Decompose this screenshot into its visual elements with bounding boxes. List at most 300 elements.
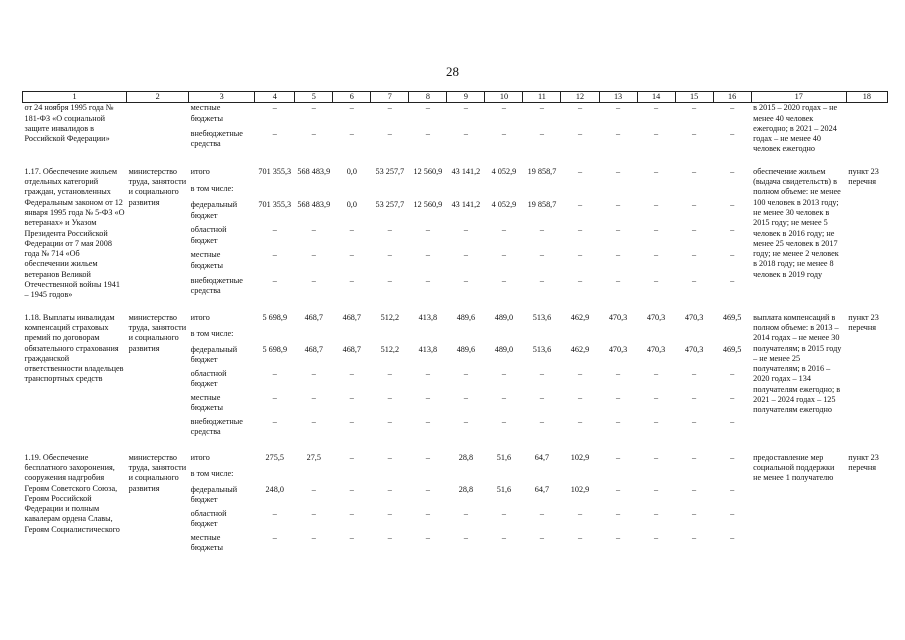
amount-cell: – xyxy=(615,416,621,426)
header-col-1: 1 xyxy=(23,92,127,103)
funding-source: в том числе: xyxy=(190,468,234,478)
table-row xyxy=(23,167,888,184)
amount-cell: – xyxy=(730,532,735,542)
amount-cell xyxy=(447,184,485,201)
amount-cell: 248,0 xyxy=(265,484,284,494)
amount-cell: – xyxy=(501,416,506,426)
amount-cell: – xyxy=(349,484,354,494)
amount-cell: – xyxy=(349,128,354,138)
program-table xyxy=(22,91,888,557)
amount-cell: 28,8 xyxy=(458,452,474,462)
amount-cell: – xyxy=(463,250,468,260)
amount-cell: 462,9 xyxy=(570,312,590,322)
amount-cell: 43 141,2 xyxy=(451,200,481,210)
funding-source: итого xyxy=(190,452,210,462)
amount-cell: 470,3 xyxy=(684,312,704,322)
amount-cell: 0,0 xyxy=(346,166,357,176)
amount-cell xyxy=(713,329,751,345)
amount-cell: – xyxy=(577,368,583,378)
funding-source: федеральный бюджет xyxy=(190,484,238,504)
amount-cell: – xyxy=(425,103,430,113)
executor xyxy=(127,103,189,155)
section-spacer xyxy=(23,155,888,167)
amount-cell: – xyxy=(311,250,316,260)
amount-cell xyxy=(447,329,485,345)
amount-cell: 413,8 xyxy=(418,312,438,322)
amount-cell xyxy=(255,469,295,485)
amount-cell: – xyxy=(387,452,392,462)
amount-cell: – xyxy=(387,532,392,542)
amount-cell: 19 858,7 xyxy=(527,166,557,176)
amount-cell xyxy=(485,329,523,345)
header-col-5: 5 xyxy=(295,92,333,103)
amount-cell: – xyxy=(501,225,506,235)
amount-cell: – xyxy=(311,392,316,402)
amount-cell: – xyxy=(539,368,545,378)
header-col-13: 13 xyxy=(599,92,637,103)
amount-cell xyxy=(485,469,523,485)
amount-cell: 462,9 xyxy=(570,344,590,354)
amount-cell: – xyxy=(539,275,545,285)
amount-cell xyxy=(561,184,599,201)
page-number: 28 xyxy=(446,64,459,79)
amount-cell: 512,2 xyxy=(380,344,400,354)
amount-cell: 53 257,7 xyxy=(375,166,405,176)
amount-cell: – xyxy=(349,225,354,235)
amount-cell: – xyxy=(539,103,545,113)
table-row xyxy=(23,453,888,469)
expected-results: выплата компенсаций в полном объеме: в 2013 – 2014 годах – не менее 30 получателям; в 2015 году – не менее 25 получателям; в 2016 – 2020 годах – 134 получателям ежегодно; в 2021 – 2024 годах – 125 получателям ежегодно xyxy=(753,312,842,415)
amount-cell: 27,5 xyxy=(306,452,321,462)
header-col-4: 4 xyxy=(255,92,295,103)
header-col-3: 3 xyxy=(189,92,255,103)
amount-cell: – xyxy=(615,128,621,138)
amount-cell: – xyxy=(463,225,468,235)
amount-cell: – xyxy=(272,508,277,518)
amount-cell: – xyxy=(539,416,545,426)
amount-cell: – xyxy=(730,508,735,518)
amount-cell: – xyxy=(692,392,697,402)
amount-cell: – xyxy=(311,416,316,426)
amount-cell: – xyxy=(615,225,621,235)
amount-cell: – xyxy=(577,416,583,426)
amount-cell: – xyxy=(501,250,506,260)
amount-cell: – xyxy=(730,103,735,113)
section-spacer xyxy=(23,441,888,453)
amount-cell: – xyxy=(311,532,316,542)
funding-source: итого xyxy=(190,166,210,176)
amount-cell: – xyxy=(730,250,735,260)
funding-source: областной бюджет xyxy=(190,225,227,245)
amount-cell: 64,7 xyxy=(534,484,550,494)
amount-cell: 489,6 xyxy=(456,312,476,322)
amount-cell: 4 052,9 xyxy=(491,166,517,176)
amount-cell: – xyxy=(654,508,659,518)
amount-cell: – xyxy=(730,225,735,235)
funding-source: в том числе: xyxy=(190,328,234,338)
amount-cell: – xyxy=(425,225,430,235)
amount-cell: 513,6 xyxy=(532,312,552,322)
amount-cell: – xyxy=(539,392,545,402)
amount-cell: – xyxy=(272,103,277,113)
amount-cell xyxy=(637,329,675,345)
amount-cell xyxy=(295,184,333,201)
amount-cell xyxy=(523,469,561,485)
funding-source: внебюджетные средства xyxy=(190,416,243,436)
amount-cell: 470,3 xyxy=(646,312,666,322)
amount-cell: 470,3 xyxy=(608,344,628,354)
amount-cell: – xyxy=(615,368,621,378)
amount-cell: – xyxy=(463,392,468,402)
amount-cell: – xyxy=(730,392,735,402)
amount-cell: – xyxy=(463,416,468,426)
amount-cell: – xyxy=(730,200,735,210)
amount-cell xyxy=(295,329,333,345)
amount-cell: – xyxy=(501,532,506,542)
amount-cell: – xyxy=(730,416,735,426)
amount-cell: – xyxy=(501,103,506,113)
amount-cell: – xyxy=(387,508,392,518)
amount-cell: – xyxy=(692,452,697,462)
amount-cell: – xyxy=(349,532,354,542)
measure-title: от 24 ноября 1995 года № 181-ФЗ «О социальной защите инвалидов в Российской Федерации» xyxy=(24,103,114,144)
header-col-17: 17 xyxy=(751,92,846,103)
amount-cell: – xyxy=(463,275,468,285)
amount-cell: 53 257,7 xyxy=(375,200,405,210)
amount-cell: 5 698,9 xyxy=(262,312,288,322)
amount-cell: 28,8 xyxy=(458,484,474,494)
amount-cell: – xyxy=(387,368,392,378)
amount-cell: 568 483,9 xyxy=(297,200,331,210)
amount-cell: – xyxy=(654,275,659,285)
amount-cell: – xyxy=(654,128,659,138)
amount-cell: – xyxy=(577,225,583,235)
funding-source: местные бюджеты xyxy=(190,532,223,552)
amount-cell: – xyxy=(349,103,354,113)
amount-cell: – xyxy=(615,166,621,176)
measure-title: 1.17. Обеспечение жильем отдельных категорий граждан, установленных Федеральным законом от 12 января 1995 года № 5-ФЗ «О ветеранах» и Указом Президента Российской Федерации от 7 мая 2008 года № 714 «Об обеспечении жильем ветеранов Великой Отечественной войны 1941 – 1945 годов» xyxy=(24,166,125,300)
header-col-9: 9 xyxy=(447,92,485,103)
header-col-10: 10 xyxy=(485,92,523,103)
amount-cell xyxy=(333,329,371,345)
amount-cell: 470,3 xyxy=(646,344,666,354)
amount-cell xyxy=(371,469,409,485)
header-col-16: 16 xyxy=(713,92,751,103)
amount-cell: – xyxy=(539,250,545,260)
funding-source: местные бюджеты xyxy=(190,250,223,270)
amount-cell: – xyxy=(654,416,659,426)
amount-cell: – xyxy=(425,484,430,494)
amount-cell: – xyxy=(272,128,277,138)
header-col-15: 15 xyxy=(675,92,713,103)
amount-cell: – xyxy=(539,508,545,518)
funding-source: федеральный бюджет xyxy=(190,344,238,364)
amount-cell: 4 052,9 xyxy=(491,200,517,210)
section-spacer xyxy=(23,301,888,313)
amount-cell: – xyxy=(730,452,735,462)
amount-cell: 512,2 xyxy=(380,312,400,322)
amount-cell: – xyxy=(730,275,735,285)
amount-cell: – xyxy=(272,250,277,260)
amount-cell: 701 355,3 xyxy=(258,200,292,210)
measure-title: 1.18. Выплаты инвалидам компенсаций страховых премий по договорам обязательного страхования гражданской ответственности владельцев транспортных средств xyxy=(24,312,124,384)
amount-cell: – xyxy=(425,508,430,518)
amount-cell: 19 858,7 xyxy=(527,200,557,210)
amount-cell: – xyxy=(272,275,277,285)
amount-cell: – xyxy=(692,128,697,138)
amount-cell xyxy=(255,329,295,345)
amount-cell: 489,0 xyxy=(494,344,514,354)
funding-source: областной бюджет xyxy=(190,368,227,388)
amount-cell: 469,5 xyxy=(722,312,742,322)
amount-cell: – xyxy=(463,532,468,542)
amount-cell: – xyxy=(501,392,506,402)
amount-cell: – xyxy=(349,452,354,462)
amount-cell: 489,6 xyxy=(456,344,476,354)
amount-cell: – xyxy=(730,368,735,378)
amount-cell xyxy=(599,469,637,485)
funding-source: внебюджетные средства xyxy=(190,275,243,295)
amount-cell xyxy=(371,329,409,345)
amount-cell: 413,8 xyxy=(418,344,438,354)
funding-source: федеральный бюджет xyxy=(190,200,238,220)
amount-cell: – xyxy=(692,484,697,494)
amount-cell: – xyxy=(425,250,430,260)
amount-cell: – xyxy=(272,392,277,402)
amount-cell: – xyxy=(311,508,316,518)
header-col-2: 2 xyxy=(127,92,189,103)
amount-cell: – xyxy=(692,416,697,426)
header-col-8: 8 xyxy=(409,92,447,103)
amount-cell xyxy=(333,184,371,201)
amount-cell: – xyxy=(387,250,392,260)
amount-cell: – xyxy=(730,166,735,176)
amount-cell: – xyxy=(654,103,659,113)
amount-cell: 468,7 xyxy=(304,312,323,322)
amount-cell: – xyxy=(615,392,621,402)
expected-results: в 2015 – 2020 годах – не менее 40 человек ежегодно; в 2021 – 2024 годах – не менее 40 человек ежегодно xyxy=(753,103,838,154)
executor: министерство труда, занятости и социального развития xyxy=(128,452,187,493)
amount-cell: 468,7 xyxy=(342,344,362,354)
list-item-ref: пункт 23 перечня xyxy=(848,312,879,332)
amount-cell: – xyxy=(463,508,468,518)
amount-cell: 51,6 xyxy=(496,484,512,494)
amount-cell: – xyxy=(425,452,430,462)
amount-cell: – xyxy=(349,275,354,285)
amount-cell xyxy=(675,469,713,485)
amount-cell: 12 560,9 xyxy=(413,200,443,210)
amount-cell xyxy=(675,184,713,201)
amount-cell: 470,3 xyxy=(684,344,704,354)
amount-cell: – xyxy=(692,275,697,285)
amount-cell: – xyxy=(425,532,430,542)
amount-cell: – xyxy=(615,532,621,542)
amount-cell xyxy=(409,184,447,201)
amount-cell: – xyxy=(577,532,583,542)
amount-cell: – xyxy=(425,128,430,138)
amount-cell: 469,5 xyxy=(722,344,742,354)
amount-cell xyxy=(255,184,295,201)
amount-cell: – xyxy=(692,166,697,176)
amount-cell xyxy=(523,184,561,201)
amount-cell: 513,6 xyxy=(532,344,552,354)
amount-cell: 468,7 xyxy=(342,312,362,322)
funding-source: местные бюджеты xyxy=(190,103,223,123)
amount-cell: – xyxy=(654,166,659,176)
amount-cell: 5 698,9 xyxy=(262,344,288,354)
funding-source: итого xyxy=(190,312,210,322)
amount-cell: – xyxy=(615,508,621,518)
funding-source: в том числе: xyxy=(190,183,234,193)
amount-cell xyxy=(409,329,447,345)
amount-cell: – xyxy=(425,275,430,285)
amount-cell: – xyxy=(272,225,277,235)
amount-cell: – xyxy=(692,508,697,518)
amount-cell: – xyxy=(577,508,583,518)
measure-title: 1.19. Обеспечение бесплатного захоронения, сооружения надгробия Героям Советского Союза, Героям Российской Федерации и полным кавалерам ордена Славы, Героям Социалистического xyxy=(24,452,120,534)
amount-cell xyxy=(675,329,713,345)
amount-cell: 12 560,9 xyxy=(413,166,443,176)
amount-cell xyxy=(447,469,485,485)
amount-cell: – xyxy=(539,532,545,542)
amount-cell: – xyxy=(577,200,583,210)
amount-cell: – xyxy=(654,250,659,260)
amount-cell: – xyxy=(692,368,697,378)
amount-cell: – xyxy=(425,392,430,402)
amount-cell: 51,6 xyxy=(496,452,512,462)
amount-cell: – xyxy=(577,250,583,260)
spacer-cell xyxy=(23,155,888,167)
amount-cell: – xyxy=(654,452,659,462)
amount-cell xyxy=(599,184,637,201)
amount-cell: 275,5 xyxy=(265,452,284,462)
amount-cell: – xyxy=(349,508,354,518)
amount-cell: – xyxy=(463,368,468,378)
amount-cell: 43 141,2 xyxy=(451,166,481,176)
amount-cell: – xyxy=(387,484,392,494)
amount-cell: 470,3 xyxy=(608,312,628,322)
amount-cell: – xyxy=(654,484,659,494)
amount-cell: – xyxy=(349,368,354,378)
amount-cell xyxy=(637,184,675,201)
amount-cell: – xyxy=(577,128,583,138)
amount-cell xyxy=(713,184,751,201)
amount-cell: – xyxy=(311,103,316,113)
amount-cell: – xyxy=(577,103,583,113)
amount-cell: – xyxy=(692,103,697,113)
amount-cell: – xyxy=(349,250,354,260)
amount-cell: – xyxy=(387,225,392,235)
amount-cell: – xyxy=(425,416,430,426)
amount-cell: 468,7 xyxy=(304,344,323,354)
amount-cell: – xyxy=(615,275,621,285)
amount-cell: – xyxy=(387,416,392,426)
amount-cell: – xyxy=(501,128,506,138)
amount-cell: – xyxy=(539,225,545,235)
list-item-ref: пункт 23 перечня xyxy=(848,452,879,472)
amount-cell: 64,7 xyxy=(534,452,550,462)
amount-cell: – xyxy=(311,484,316,494)
amount-cell: – xyxy=(463,128,468,138)
amount-cell: – xyxy=(387,103,392,113)
amount-cell: – xyxy=(501,368,506,378)
amount-cell: 489,0 xyxy=(494,312,514,322)
header-col-12: 12 xyxy=(561,92,599,103)
amount-cell: – xyxy=(311,275,316,285)
amount-cell: – xyxy=(463,103,468,113)
amount-cell: 0,0 xyxy=(346,200,357,210)
amount-cell: – xyxy=(654,368,659,378)
expected-results: обеспечение жильем (выдача свидетельств) в полном объеме: не менее 100 человек в 2013 году; не менее 30 человек в 2015 году; не менее 5 человек в 2016 году; не менее 25 человек в 2017 году; не менее 2 человек в 2018 году; не менее 8 человек в 2019 году xyxy=(753,166,841,279)
amount-cell: – xyxy=(539,128,545,138)
header-col-11: 11 xyxy=(523,92,561,103)
header-col-14: 14 xyxy=(637,92,675,103)
amount-cell: – xyxy=(501,275,506,285)
list-item-ref xyxy=(846,103,887,155)
executor: министерство труда, занятости и социального развития xyxy=(128,166,187,207)
amount-cell: – xyxy=(615,250,621,260)
amount-cell: – xyxy=(615,103,621,113)
amount-cell: – xyxy=(692,250,697,260)
amount-cell: – xyxy=(311,368,316,378)
amount-cell xyxy=(561,329,599,345)
amount-cell xyxy=(409,469,447,485)
amount-cell: – xyxy=(615,200,621,210)
amount-cell: – xyxy=(501,508,506,518)
amount-cell: – xyxy=(272,416,277,426)
amount-cell: 568 483,9 xyxy=(297,166,331,176)
amount-cell xyxy=(523,329,561,345)
spacer-cell xyxy=(23,441,888,453)
amount-cell: – xyxy=(654,200,659,210)
funding-source: внебюджетные средства xyxy=(190,128,243,149)
spacer-cell xyxy=(23,301,888,313)
amount-cell: – xyxy=(349,416,354,426)
expected-results: предоставление мер социальной поддержки не менее 1 получателю xyxy=(753,452,835,483)
amount-cell: – xyxy=(654,392,659,402)
header-col-6: 6 xyxy=(333,92,371,103)
header-col-7: 7 xyxy=(371,92,409,103)
amount-cell xyxy=(295,469,333,485)
amount-cell: – xyxy=(387,275,392,285)
executor: министерство труда, занятости и социального развития xyxy=(128,312,187,353)
amount-cell: – xyxy=(615,452,621,462)
amount-cell: – xyxy=(615,484,621,494)
amount-cell xyxy=(599,329,637,345)
amount-cell xyxy=(561,469,599,485)
amount-cell: – xyxy=(577,275,583,285)
amount-cell: – xyxy=(349,392,354,402)
amount-cell: – xyxy=(577,392,583,402)
amount-cell: – xyxy=(577,166,583,176)
amount-cell: 701 355,3 xyxy=(258,166,292,176)
amount-cell: – xyxy=(387,392,392,402)
amount-cell: – xyxy=(272,532,277,542)
amount-cell: 102,9 xyxy=(570,484,590,494)
amount-cell: – xyxy=(730,484,735,494)
header-row xyxy=(23,92,888,103)
amount-cell: – xyxy=(425,368,430,378)
table-row xyxy=(23,313,888,329)
amount-cell xyxy=(333,469,371,485)
amount-cell xyxy=(713,469,751,485)
amount-cell xyxy=(637,469,675,485)
amount-cell: – xyxy=(692,532,697,542)
amount-cell: – xyxy=(654,532,659,542)
amount-cell: – xyxy=(311,225,316,235)
amount-cell: – xyxy=(311,128,316,138)
amount-cell xyxy=(371,184,409,201)
